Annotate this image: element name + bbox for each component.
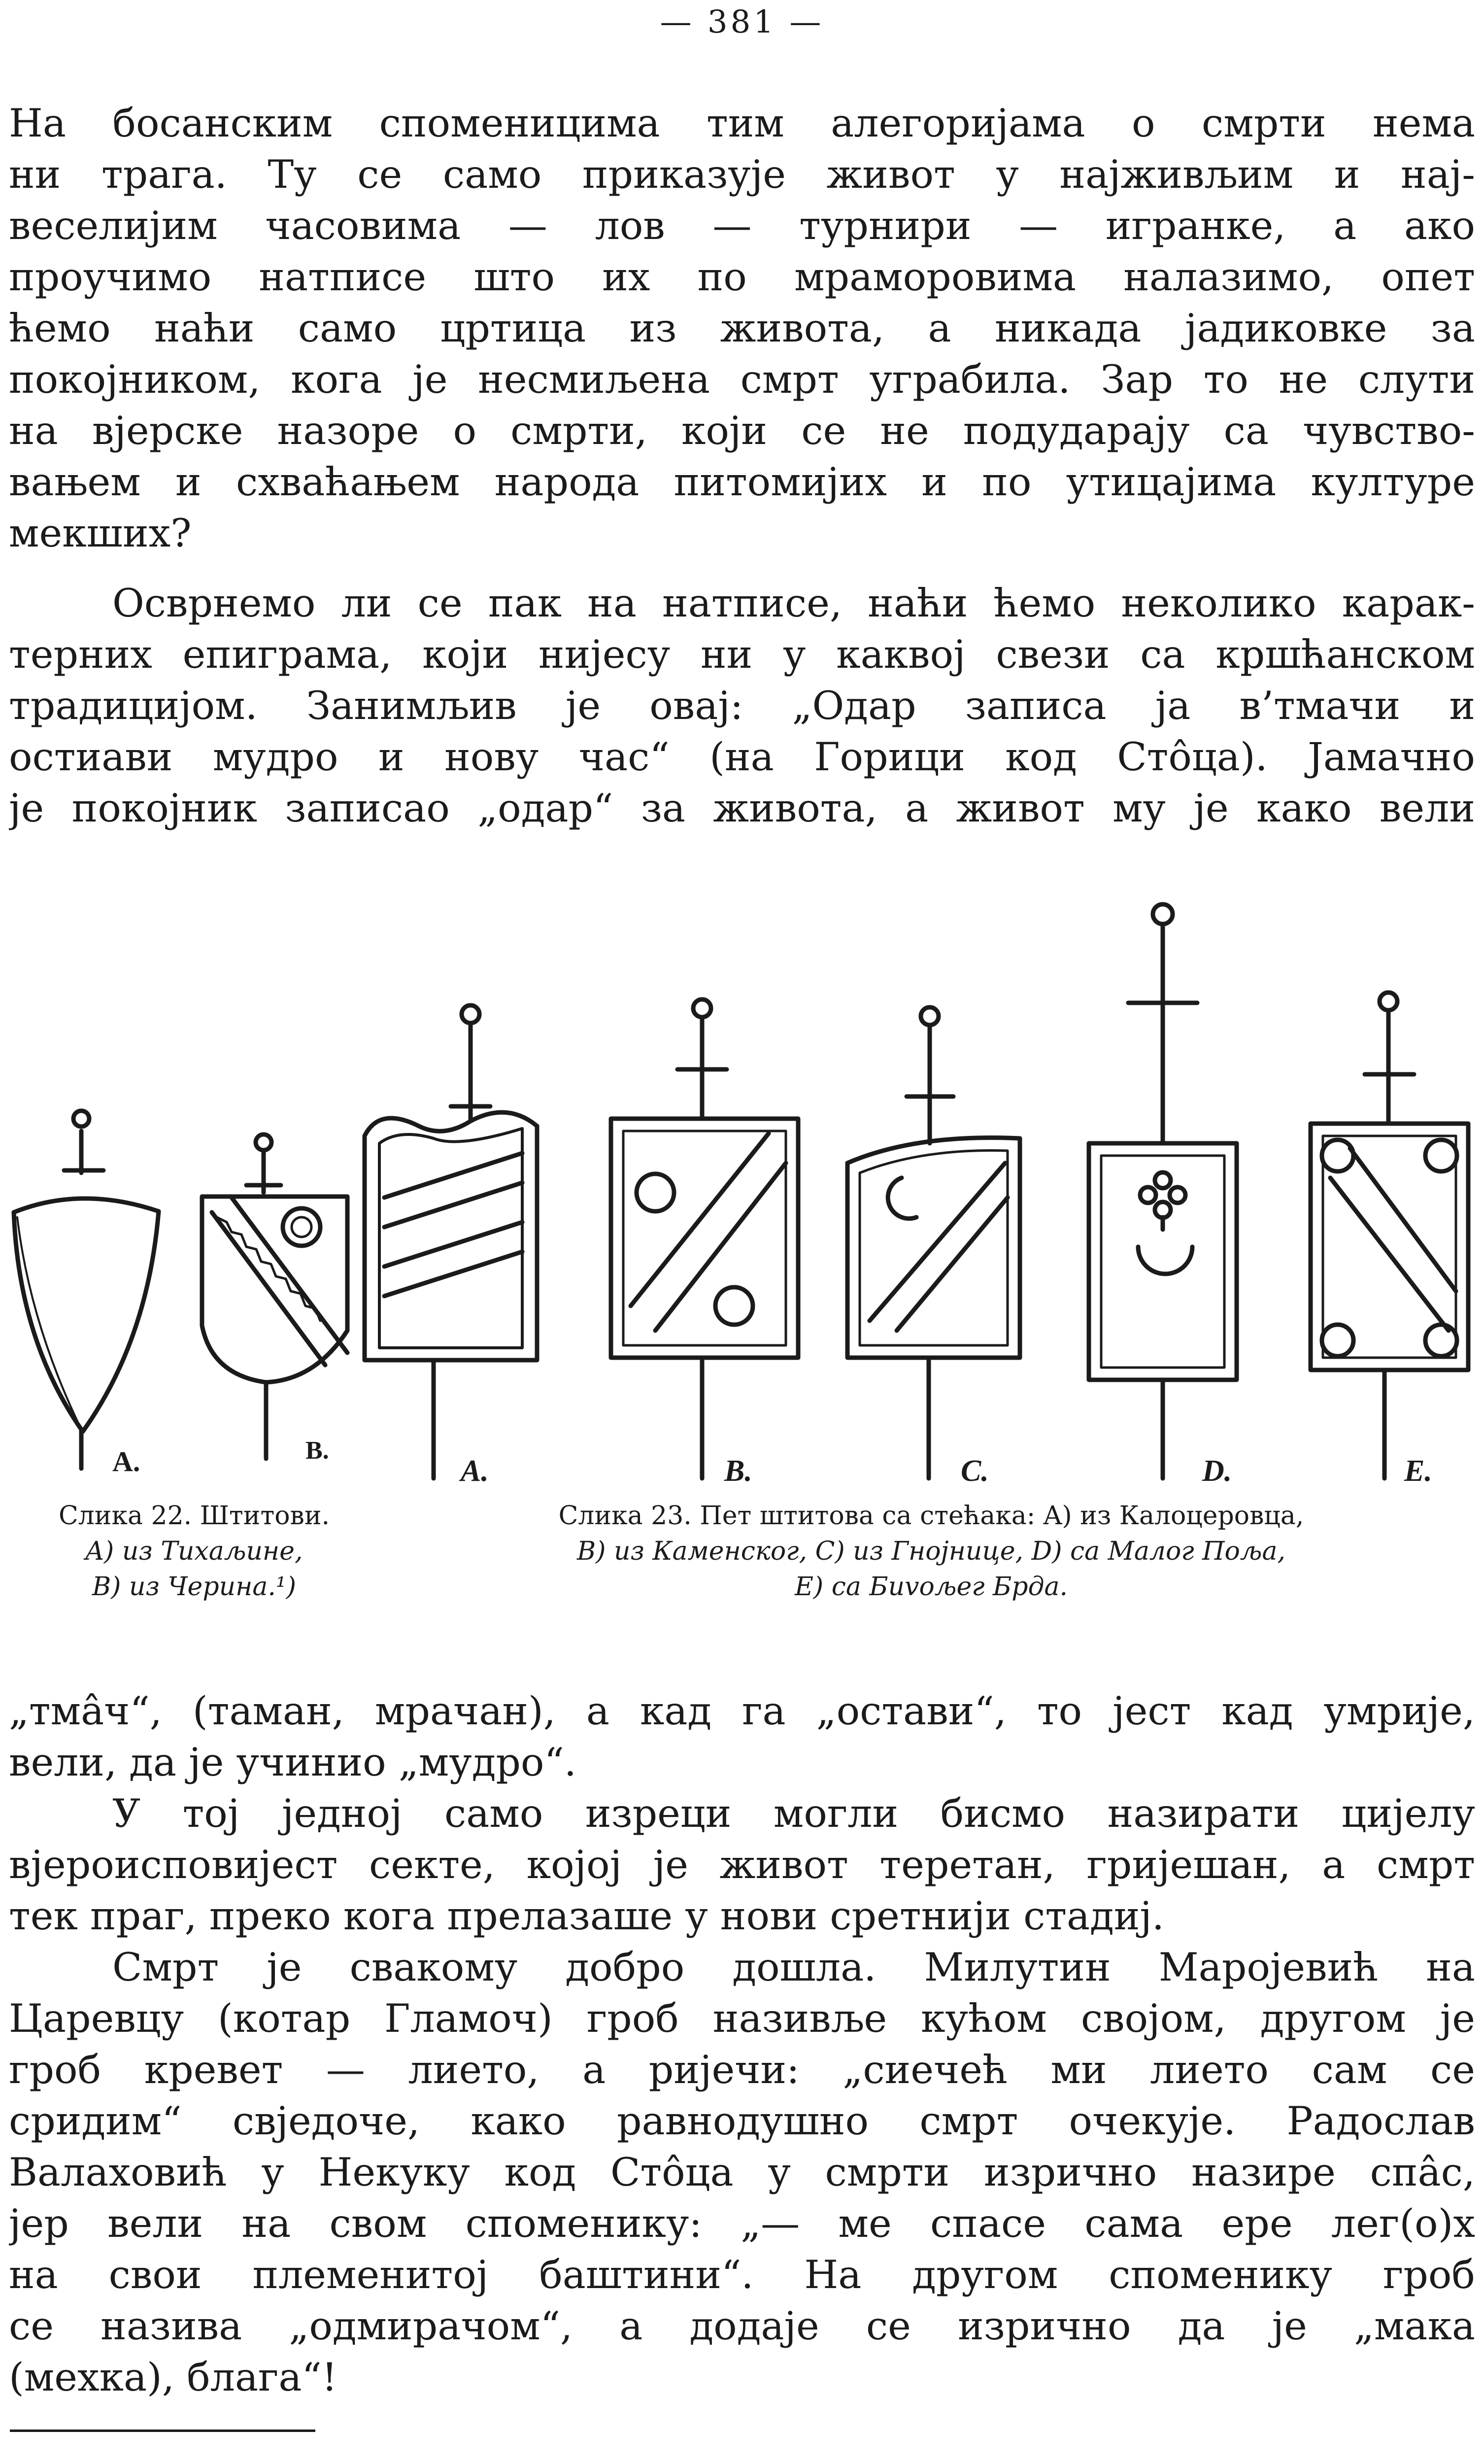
footnote-divider bbox=[10, 2430, 315, 2432]
shield-23b bbox=[611, 999, 798, 1478]
text-line: (мехка), блага“! bbox=[9, 2355, 337, 2400]
shield-23a bbox=[365, 1005, 537, 1478]
shield-23d bbox=[1089, 904, 1237, 1478]
footnote bbox=[89, 2462, 1092, 2464]
caption-line: A) из Тихаљине, bbox=[85, 1537, 303, 1566]
caption-line: B) из Каменског, C) из Гнојнице, D) са Малог Поља, bbox=[576, 1537, 1286, 1566]
text-line: остиави мудро и нову час“ (на Горици код Стôца). Јамачно bbox=[9, 734, 1475, 780]
paragraph-1 bbox=[9, 98, 1475, 559]
text-line: вели, да је учинио „мудро“. bbox=[9, 1740, 576, 1785]
shield-22b bbox=[202, 1134, 347, 1459]
text-line: сридим“ свједоче, како равнодушно смрт очекује. Радослав bbox=[9, 2098, 1475, 2144]
text-line: Смрт је свакому добро дошла. Милутин Маројевић на bbox=[112, 1945, 1475, 1990]
shield-23c bbox=[847, 1007, 1020, 1478]
shield-23e bbox=[1311, 992, 1468, 1478]
caption-line: B) из Черина.¹) bbox=[92, 1572, 297, 1602]
text-line: вјероисповијест секте, којој је живот теретан, гријешан, а смрт bbox=[9, 1842, 1475, 1887]
text-line: на свои племенитој баштини“. На другом споменику гроб bbox=[9, 2252, 1475, 2297]
paragraph-3 bbox=[9, 1685, 1475, 2403]
fig22-label-a: A. bbox=[112, 1445, 140, 1477]
text-line: се назива „одмирачом“, а додаје се изрично да је „мака bbox=[9, 2303, 1475, 2349]
fig23-label-c: C. bbox=[961, 1454, 989, 1488]
fig22-label-b: B. bbox=[305, 1437, 329, 1465]
text-line: ћемо наћи само цртица из живота, а никада јадиковке за bbox=[9, 306, 1475, 351]
text-line: Валаховић у Некуку код Стôца у смрти изрично назире спâс, bbox=[9, 2150, 1475, 2195]
text-line: вањем и схваћањем народа питомијих и по утицајима културе bbox=[9, 459, 1475, 505]
text-line: проучимо натписе што их по мраморовима налазимо, опет bbox=[9, 254, 1475, 300]
text-line: Осврнемо ли се пак на натписе, наћи ћемо неколико карак- bbox=[112, 581, 1475, 626]
fig23-label-a: A. bbox=[461, 1454, 489, 1488]
caption-line: E) са Биvољег Брда. bbox=[794, 1572, 1068, 1602]
text-line: традицијом. Занимљив је овај: „Одар записа ја в’тмачи и bbox=[9, 683, 1475, 728]
shield-22a bbox=[14, 1111, 159, 1469]
fig23-label-b: B. bbox=[724, 1454, 752, 1488]
figure-22-caption bbox=[7, 1498, 381, 1605]
text-line: ни трага. Ту се само приказује живот у најживљим и нај- bbox=[9, 152, 1475, 197]
text-line: на вјерске назоре о смрти, који се не подударају са чувство- bbox=[9, 408, 1475, 453]
caption-line: Слика 23. Пет штитова са стећака: A) из Калоцеровца, bbox=[558, 1501, 1304, 1531]
text-line: веселијим часовима — лов — турнири — игранке, а ако bbox=[9, 203, 1475, 248]
text-line: је покојник записао „одар“ за живота, а живот му је како вели bbox=[9, 786, 1475, 831]
text-line: терних епиграма, који нијесу ни у каквој свези са кршћанском bbox=[9, 632, 1475, 677]
shields-illustration bbox=[0, 887, 1484, 1503]
text-line: У тој једној само изреци могли бисмо назирати цијелу bbox=[112, 1791, 1475, 1836]
text-line: мекших? bbox=[9, 511, 192, 556]
figure-23-caption bbox=[389, 1498, 1473, 1605]
text-line: гроб кревет — лиeто, а ријечи: „сиечећ ми лиeто сам се bbox=[9, 2047, 1475, 2092]
paragraph-2 bbox=[9, 578, 1475, 834]
text-line: Царевцу (котар Гламоч) гроб називље кућом својом, другом је bbox=[9, 1996, 1475, 2041]
shields-figure bbox=[0, 887, 1484, 1503]
text-line: тек праг, преко кога прелазаше у нови сретнији стадиј. bbox=[9, 1893, 1165, 1939]
page-number: — 381 — bbox=[660, 4, 824, 40]
text-line: На босанским споменицима тим алегоријама о смрти нема bbox=[9, 101, 1475, 146]
fig23-label-d: D. bbox=[1202, 1454, 1232, 1488]
text-line: јер вели на свом споменику: „— ме спасе сама ере лег(о)х bbox=[9, 2201, 1475, 2246]
caption-line: Слика 22. Штитови. bbox=[58, 1501, 330, 1531]
text-line: покојником, кога је несмиљена смрт уграбила. Зар то не слути bbox=[9, 357, 1475, 402]
text-line: „тмâч“, (таман, мрачан), а кад га „остави“, то јест кад умрије, bbox=[9, 1688, 1475, 1734]
fig23-label-e: E. bbox=[1404, 1454, 1432, 1488]
